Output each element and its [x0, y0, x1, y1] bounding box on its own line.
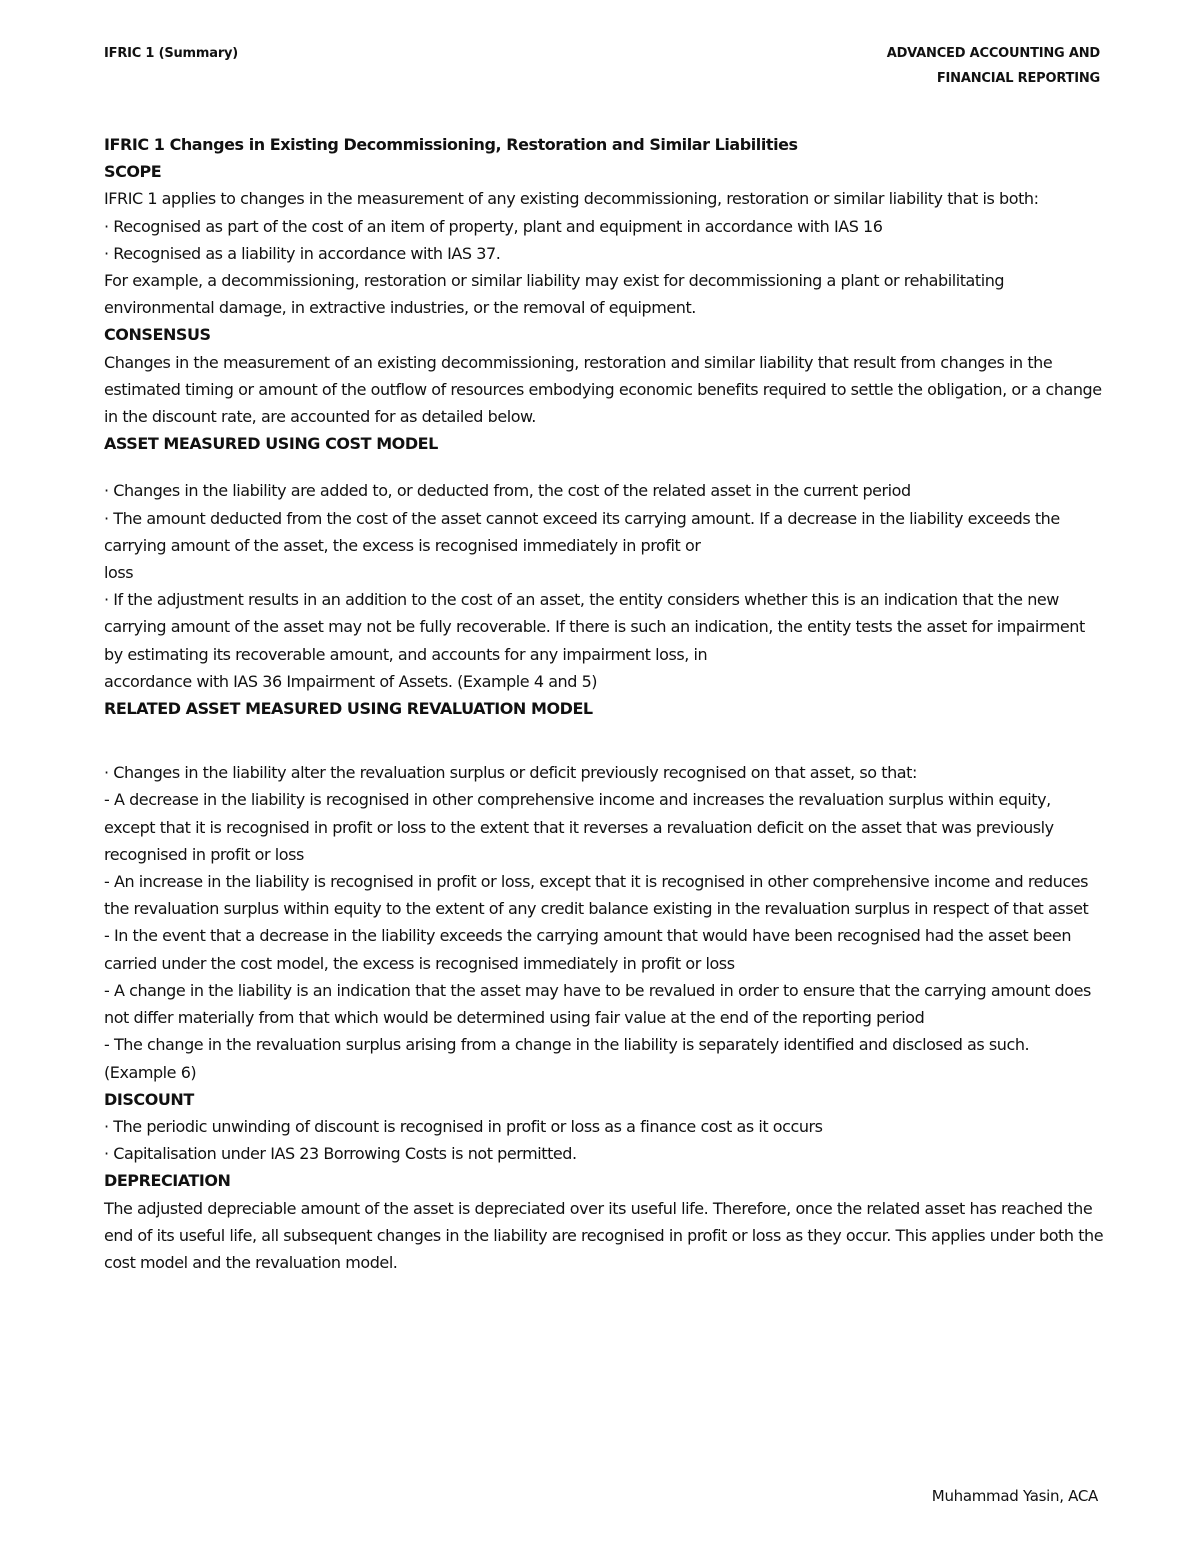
revaluation-bullet: · Changes in the liability alter the revaluation surplus or deficit previously recognised on that asset, so that:: [104, 763, 917, 783]
revaluation-item: - A change in the liability is an indication that the asset may have to be revalued in order to ensure that the carrying amount does not differ materially from that which would be determined using fair value at the end of the reporting period: [104, 980, 1091, 1028]
revaluation-model-heading: RELATED ASSET MEASURED USING REVALUATION MODEL: [104, 699, 593, 719]
discount-heading: DISCOUNT: [104, 1089, 194, 1109]
cost-model-heading: ASSET MEASURED USING COST MODEL: [104, 434, 438, 454]
discount-bullet: · The periodic unwinding of discount is recognised in profit or loss as a finance cost as it occurs: [104, 1116, 823, 1136]
scope-bullet: · Recognised as a liability in accordance with IAS 37.: [104, 243, 501, 263]
consensus-heading: CONSENSUS: [104, 325, 211, 345]
consensus-text: Changes in the measurement of an existing decommissioning, restoration and similar liability that result from changes in the estimated timing or amount of the outflow of resources embodying economic benefits required to settle the obligation, or a change in the discount rate, are accounted for as detailed below.: [104, 352, 1102, 427]
scope-heading: SCOPE: [104, 162, 162, 182]
cost-model-bullet: · The amount deducted from the cost of the asset cannot exceed its carrying amount. If a decrease in the liability exceeds the carrying amount of the asset, the excess is recognised immediately in profit or: [104, 508, 1060, 555]
spacer: [104, 722, 1104, 759]
document-body: [104, 131, 1104, 1276]
cost-model-bullet-cont: accordance with IAS 36 Impairment of Assets. (Example 4 and 5): [104, 671, 598, 691]
header-right: [680, 41, 1100, 91]
revaluation-item: - An increase in the liability is recognised in profit or loss, except that it is recognised in other comprehensive income and reduces the revaluation surplus within equity to the extent of any credit balance existing in the revaluation surplus in respect of that asset: [104, 872, 1089, 919]
cost-model-bullet: · Changes in the liability are added to, or deducted from, the cost of the related asset in the current period: [104, 481, 911, 501]
revaluation-item: - The change in the revaluation surplus arising from a change in the liability is separately identified and disclosed as such. (Example 6): [104, 1035, 1030, 1082]
scope-bullet: · Recognised as part of the cost of an item of property, plant and equipment in accordance with IAS 16: [104, 216, 883, 236]
revaluation-item: - A decrease in the liability is recognised in other comprehensive income and increases the revaluation surplus within equity, except that it is recognised in profit or loss to the extent that it reverses a revaluation deficit on the asset that was previously recognised in profit or loss: [104, 790, 1054, 864]
revaluation-item: - In the event that a decrease in the liability exceeds the carrying amount that would have been recognised had the asset been carried under the cost model, the excess is recognised immediately in profit or loss: [104, 926, 1072, 973]
header-right-line2: FINANCIAL REPORTING: [936, 71, 1100, 86]
header-left: IFRIC 1 (Summary): [104, 46, 239, 61]
scope-intro: IFRIC 1 applies to changes in the measurement of any existing decommissioning, restoration or similar liability that is both:: [104, 189, 1039, 209]
header-right-line1: ADVANCED ACCOUNTING AND: [886, 46, 1100, 61]
scope-example: For example, a decommissioning, restoration or similar liability may exist for decommissioning a plant or rehabilitating environmental damage, in extractive industries, or the removal of equipment.: [104, 271, 1005, 318]
cost-model-bullet: · If the adjustment results in an addition to the cost of an asset, the entity considers whether this is an indication that the new carrying amount of the asset may not be fully recoverable. If there is such an indication, the entity tests the asset for impairment by estimating its recoverable amount, and accounts for any impairment loss, in: [104, 590, 1085, 664]
depreciation-heading: DEPRECIATION: [104, 1171, 231, 1191]
cost-model-bullet-cont: loss: [104, 563, 134, 583]
depreciation-text: The adjusted depreciable amount of the asset is depreciated over its useful life. Therefore, once the related asset has reached the end of its useful life, all subsequent changes in the liability are recognised in profit or loss as they occur. This applies under both the cost model and the revaluation model.: [104, 1198, 1104, 1272]
document-title: IFRIC 1 Changes in Existing Decommissioning, Restoration and Similar Liabilities: [104, 135, 798, 154]
discount-bullet: · Capitalisation under IAS 23 Borrowing Costs is not permitted.: [104, 1144, 577, 1164]
spacer: [104, 457, 1104, 477]
footer-author: Muhammad Yasin, ACA: [931, 1487, 1098, 1505]
